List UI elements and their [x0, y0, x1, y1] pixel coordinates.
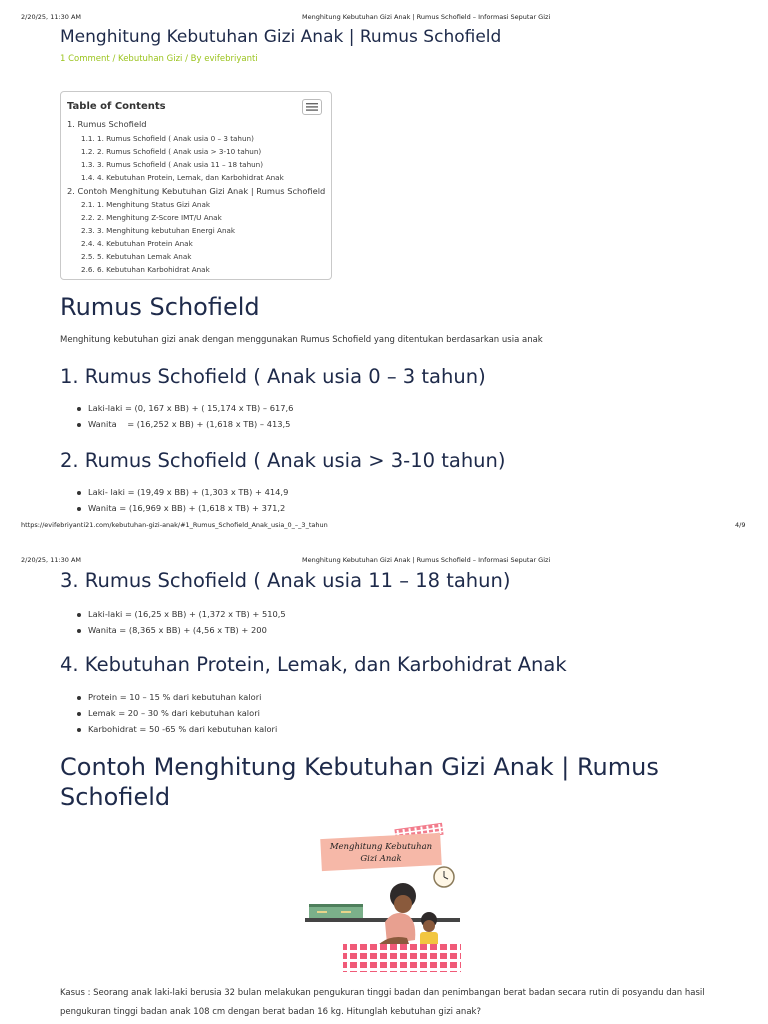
meta-separator: / By [182, 54, 205, 64]
toc-link[interactable]: 2.4. 4. Kebutuhan Protein Anak [81, 239, 193, 248]
toc-link[interactable]: 2.5. 5. Kebutuhan Lemak Anak [81, 252, 192, 261]
kasus-paragraph [60, 984, 720, 1022]
article-title: Menghitung Kebutuhan Gizi Anak | Rumus Schofield [60, 27, 502, 47]
section-heading-rumus: Rumus Schofield [60, 293, 260, 321]
toc-link[interactable]: 1.4. 4. Kebutuhan Protein, Lemak, dan Karbohidrat Anak [81, 173, 284, 182]
mother-figure [377, 883, 416, 952]
list-item: Wanita = (8,365 x BB) + (4,56 x TB) + 200 [76, 622, 286, 638]
contoh-heading-line1: Contoh Menghitung Kebutuhan Gizi Anak | Rumus [60, 753, 659, 781]
formula-list-1 [76, 400, 293, 432]
toc-link[interactable]: 2.6. 6. Kebutuhan Karbohidrat Anak [81, 265, 210, 274]
rumus-intro: Menghitung kebutuhan gizi anak dengan menggunakan Rumus Schofield yang ditentukan berdasarkan usia anak [60, 335, 543, 345]
formula-list-2 [76, 484, 288, 516]
illustration-subtitle: Gizi Anak [360, 854, 402, 864]
toc-link[interactable]: 2. Contoh Menghitung Kebutuhan Gizi Anak | Rumus Schofield [67, 186, 326, 196]
toc-link[interactable]: 1.1. 1. Rumus Schofield ( Anak usia 0 – 3 tahun) [81, 134, 254, 143]
print-page-title: Menghitung Kebutuhan Gizi Anak | Rumus Schofield – Informasi Seputar Gizi [302, 556, 551, 564]
section-heading-4: 4. Kebutuhan Protein, Lemak, dan Karbohidrat Anak [60, 653, 567, 676]
clock-icon [434, 867, 454, 887]
toc-link[interactable]: 2.3. 3. Menghitung kebutuhan Energi Anak [81, 226, 236, 235]
illustration [303, 822, 463, 975]
list-item: Laki- laki = (19,49 x BB) + (1,303 x TB) + 414,9 [76, 484, 288, 500]
author-link[interactable]: evifebriyanti [204, 54, 258, 64]
print-url: https://evifebriyanti21.com/kebutuhan-gizi-anak/#1_Rumus_Schofield_Anak_usia_0_–_3_tahun [21, 521, 328, 529]
toc-toggle-button[interactable] [302, 99, 322, 115]
meta-separator: / [109, 54, 119, 64]
list-item: Laki-laki = (0, 167 x BB) + ( 15,174 x TB) – 617,6 [76, 400, 293, 416]
section-heading-1: 1. Rumus Schofield ( Anak usia 0 – 3 tahun) [60, 365, 486, 388]
toc-link[interactable]: 2.1. 1. Menghitung Status Gizi Anak [81, 200, 211, 209]
list-icon [306, 103, 318, 111]
toc-link[interactable]: 1. Rumus Schofield [67, 119, 147, 129]
list-item: Laki-laki = (16,25 x BB) + (1,372 x TB) + 510,5 [76, 606, 286, 622]
section-heading-2: 2. Rumus Schofield ( Anak usia > 3-10 tahun) [60, 449, 506, 472]
list-item: Wanita = (16,969 x BB) + (1,618 x TB) + 371,2 [76, 500, 288, 516]
list-item: Protein = 10 – 15 % dari kebutuhan kalori [76, 689, 277, 705]
table-of-contents [60, 91, 332, 280]
toc-title: Table of Contents [67, 101, 166, 112]
toc-link[interactable]: 1.2. 2. Rumus Schofield ( Anak usia > 3-10 tahun) [81, 147, 262, 156]
toc-link[interactable]: 2.2. 2. Menghitung Z-Score IMT/U Anak [81, 213, 222, 222]
contoh-heading-line2: Schofield [60, 783, 171, 811]
formula-list-3 [76, 606, 286, 638]
print-page-number: 4/9 [735, 521, 746, 529]
toc-link[interactable]: 1.3. 3. Rumus Schofield ( Anak usia 11 – 18 tahun) [81, 160, 264, 169]
section-heading-3: 3. Rumus Schofield ( Anak usia 11 – 18 tahun) [60, 569, 511, 592]
nutrient-list [76, 689, 277, 737]
print-header [0, 556, 768, 570]
section-heading-contoh [60, 752, 659, 812]
print-header [0, 13, 768, 27]
pattern-decoration [343, 944, 461, 972]
list-item: Wanita = (16,252 x BB) + (1,618 x TB) – 413,5 [76, 416, 293, 432]
illustration-title: Menghitung Kebutuhan [329, 842, 433, 852]
print-page-title: Menghitung Kebutuhan Gizi Anak | Rumus Schofield – Informasi Seputar Gizi [302, 13, 551, 21]
article-meta [60, 54, 258, 64]
kasus-line2: pengukuran tinggi badan anak 108 cm dengan berat badan 16 kg. Hitunglah kebutuhan gizi anak? [60, 1007, 481, 1017]
kasus-line1: Kasus : Seorang anak laki-laki berusia 32 bulan melakukan pengukuran tinggi badan dan penimbangan berat badan secara rutin di posyandu dan hasil [60, 988, 705, 998]
list-item: Lemak = 20 – 30 % dari kebutuhan kalori [76, 705, 277, 721]
title-banner [320, 833, 442, 871]
print-date: 2/20/25, 11:30 AM [21, 13, 82, 21]
category-link[interactable]: Kebutuhan Gizi [118, 54, 183, 64]
comments-link[interactable]: 1 Comment [60, 54, 110, 64]
print-date: 2/20/25, 11:30 AM [21, 556, 82, 564]
list-item: Karbohidrat = 50 -65 % dari kebutuhan kalori [76, 721, 277, 737]
